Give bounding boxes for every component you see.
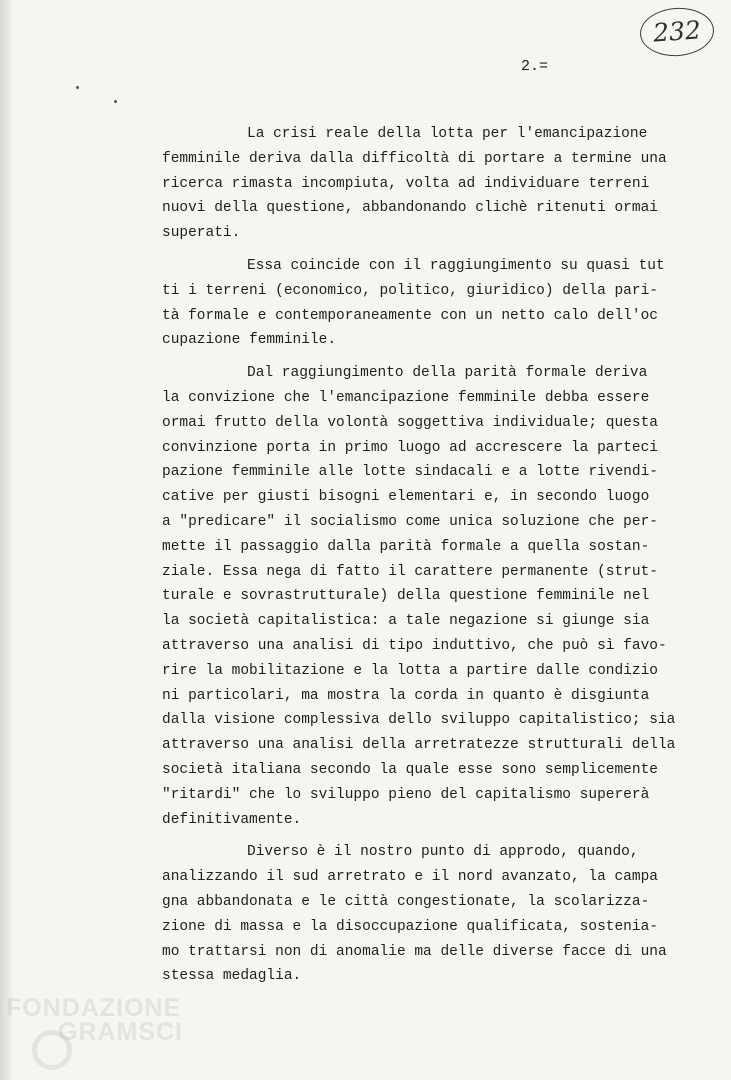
watermark-line-1: FONDAZIONE [6, 994, 182, 1022]
text-line: stessa medaglia. [162, 968, 302, 985]
text-line: tà formale e contemporaneamente con un netto calo dell'oc [162, 307, 658, 324]
archive-number-stamp: 232 [638, 5, 715, 58]
text-line: a "predicare" il socialismo come unica soluzione che per- [162, 513, 658, 530]
text-line: ziale. Essa nega di fatto il carattere permanente (strut- [162, 563, 658, 580]
page-edge-shadow [0, 0, 14, 1080]
text-line: rire la mobilitazione e la lotta a partire dalle condizio [162, 662, 658, 679]
watermark-line-2: GRAMSCI [58, 1018, 184, 1046]
text-line: la società capitalistica: a tale negazione si giunge sia [162, 613, 650, 630]
text-line: femminile deriva dalla difficoltà di portare a termine una [162, 150, 667, 167]
text-line: analizzando il sud arretrato e il nord avanzato, la campa [162, 869, 658, 886]
archive-watermark [6, 996, 183, 1044]
text-line: ricerca rimasta incompiuta, volta ad individuare terreni [162, 175, 650, 192]
text-line: attraverso una analisi della arretratezze strutturali della [162, 737, 676, 754]
text-line: definitivamente. [162, 811, 302, 828]
text-line: turale e sovrastrutturale) della questione femminile nel [162, 588, 650, 605]
text-line: la convizione che l'emancipazione femminile debba essere [162, 389, 650, 406]
text-line: Dal raggiungimento della parità formale deriva [247, 365, 648, 382]
watermark-logo-icon [32, 1030, 72, 1070]
text-line: Diverso è il nostro punto di approdo, quando, [247, 844, 639, 861]
text-line: cupazione femminile. [162, 332, 337, 349]
text-line: cative per giusti bisogni elementari e, in secondo luogo [162, 489, 650, 506]
paragraph-2 [162, 254, 672, 353]
text-line: zione di massa e la disoccupazione qualificata, sostenia- [162, 918, 658, 935]
text-line: attraverso una analisi di tipo induttivo, che può sì favo- [162, 637, 667, 654]
text-line: La crisi reale della lotta per l'emancipazione [247, 126, 648, 142]
text-line: mo trattarsi non di anomalie ma delle diverse facce di una [162, 943, 667, 960]
paragraph-3 [162, 361, 676, 832]
page-number: 2.= [521, 58, 549, 75]
paper-speck [76, 86, 79, 89]
text-line: ormai frutto della volontà soggettiva individuale; questa [162, 414, 658, 431]
text-line: pazione femminile alle lotte sindacali e a lotte rivendi- [162, 464, 658, 481]
paragraph-1 [162, 122, 672, 246]
text-line: mette il passaggio dalla parità formale a quella sostan- [162, 538, 650, 555]
text-line: società italiana secondo la quale esse sono semplicemente [162, 761, 658, 778]
text-line: convinzione porta in primo luogo ad accrescere la parteci [162, 439, 658, 456]
text-line: superati. [162, 225, 241, 242]
text-line: nuovi della questione, abbandonando clichè ritenuti ormai [162, 200, 658, 217]
text-line: gna abbandonata e le città congestionate, la scolarizza- [162, 893, 650, 910]
text-line: ti i terreni (economico, politico, giuridico) della pari- [162, 282, 658, 299]
text-line: "ritardi" che lo sviluppo pieno del capitalismo supererà [162, 786, 650, 803]
paragraph-4 [162, 840, 672, 989]
paper-speck [114, 100, 117, 103]
text-line: Essa coincide con il raggiungimento su quasi tut [247, 257, 665, 274]
text-line: ni particolari, ma mostra la corda in quanto è disgiunta [162, 687, 650, 704]
text-line: dalla visione complessiva dello sviluppo capitalistico; sia [162, 712, 676, 729]
typewritten-body [162, 122, 676, 997]
